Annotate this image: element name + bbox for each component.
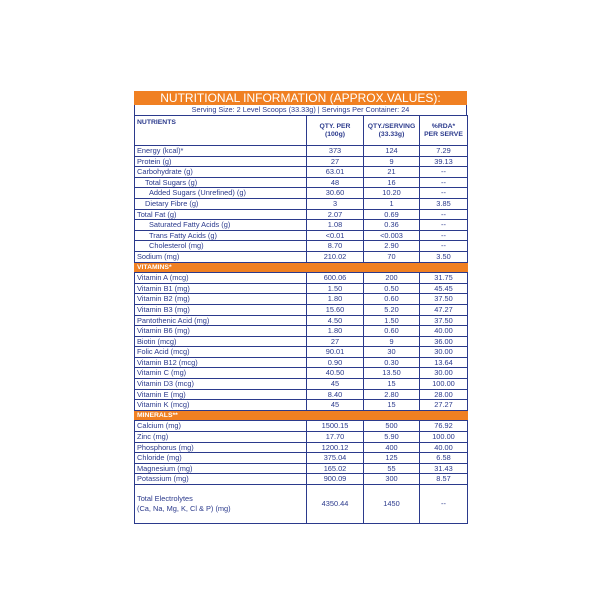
qty-per-100g: 375.04 [307,453,364,464]
nutrient-name: Total Sugars (g) [135,177,307,188]
vitamins-section-header [135,262,468,273]
header-per100-line1: QTY. PER [319,122,351,130]
nutrient-name: Vitamin A (mcg) [135,273,307,284]
rda-per-serve: 13.64 [420,357,468,368]
rda-per-serve: 6.58 [420,453,468,464]
nutrient-name: Added Sugars (Unrefined) (g) [135,188,307,199]
qty-per-serving: 0.36 [364,220,420,231]
qty-per-100g: 45 [307,379,364,390]
qty-per-serving: 500 [364,421,420,432]
qty-per-serving: 2.80 [364,389,420,400]
qty-per-serving: 13.50 [364,368,420,379]
table-row [135,188,468,199]
qty-per-serving: 2.90 [364,241,420,252]
nutrient-name: Vitamin B3 (mg) [135,304,307,315]
qty-per-100g: 8.70 [307,241,364,252]
rda-per-serve: -- [420,209,468,220]
qty-per-100g: 3 [307,198,364,209]
rda-per-serve: 39.13 [420,156,468,167]
qty-per-100g: 165.02 [307,463,364,474]
qty-per-serving: 0.69 [364,209,420,220]
qty-per-100g: 0.90 [307,357,364,368]
qty-per-serving: 125 [364,453,420,464]
nutrient-name: Folic Acid (mcg) [135,347,307,358]
nutrient-name: Calcium (mg) [135,421,307,432]
qty-per-serving: 300 [364,474,420,485]
header-serving-line2: (33.33g) [378,130,405,138]
qty-per-100g: 30.60 [307,188,364,199]
electrolytes-line1: Total Electrolytes [137,494,193,503]
table-row [135,283,468,294]
table-row [135,198,468,209]
rda-per-serve: 76.92 [420,421,468,432]
rda-per-serve: 37.50 [420,315,468,326]
rda-per-serve: 27.27 [420,400,468,411]
nutrient-name: Saturated Fatty Acids (g) [135,220,307,231]
rda-per-serve: 7.29 [420,146,468,157]
nutrition-table [134,115,468,524]
rda-per-serve: 31.43 [420,463,468,474]
qty-per-100g: 8.40 [307,389,364,400]
rda-per-serve: 47.27 [420,304,468,315]
nutrient-name: Cholesterol (mg) [135,241,307,252]
table-row [135,357,468,368]
table-row [135,368,468,379]
qty-per-serving: 9 [364,156,420,167]
table-row [135,421,468,432]
rda-per-serve: 3.85 [420,198,468,209]
qty-per-serving: 9 [364,336,420,347]
table-body [135,146,468,524]
qty-per-serving: 0.60 [364,294,420,305]
qty-per-100g: 1500.15 [307,421,364,432]
qty-per-100g: 90.01 [307,347,364,358]
rda-per-serve: -- [420,177,468,188]
nutrient-name: Vitamin B6 (mg) [135,326,307,337]
table-row [135,347,468,358]
header-rda-line2: PER SERVE [424,130,463,138]
nutrient-name: Sodium (mg) [135,251,307,262]
nutrient-name: Trans Fatty Acids (g) [135,230,307,241]
nutrient-name: Biotin (mcg) [135,336,307,347]
qty-per-100g: 900.09 [307,474,364,485]
qty-per-100g: 48 [307,177,364,188]
qty-per-serving: 0.50 [364,283,420,294]
serving-info: Serving Size: 2 Level Scoops (33.33g) | Servings Per Container: 24 [134,105,467,115]
rda-per-serve: 30.00 [420,368,468,379]
qty-per-serving: 5.20 [364,304,420,315]
table-row [135,230,468,241]
qty-per-100g: 4.50 [307,315,364,326]
qty-per-serving: 124 [364,146,420,157]
nutrient-name: Pantothenic Acid (mg) [135,315,307,326]
table-row [135,146,468,157]
table-row [135,474,468,485]
table-row [135,326,468,337]
nutrient-name: Potassium (mg) [135,474,307,485]
header-per100-line2: (100g) [324,130,346,138]
qty-per-100g: 2.07 [307,209,364,220]
qty-per-serving: 70 [364,251,420,262]
qty-per-100g: 27 [307,336,364,347]
nutrient-name: Zinc (mg) [135,432,307,443]
qty-per-100g: 45 [307,400,364,411]
minerals-section-header-label: MINERALS** [135,410,468,421]
rda-per-serve: 3.50 [420,251,468,262]
nutrient-name: Total Fat (g) [135,209,307,220]
qty-per-serving: 15 [364,400,420,411]
rda-per-serve: 28.00 [420,389,468,400]
qty-per-100g: 63.01 [307,167,364,178]
nutrient-name: Carbohydrate (g) [135,167,307,178]
nutrient-name: Vitamin C (mg) [135,368,307,379]
rda-per-serve: -- [420,188,468,199]
nutrient-name: Dietary Fibre (g) [135,198,307,209]
table-row [135,209,468,220]
header-per-100g [307,116,364,146]
rda-per-serve: 37.50 [420,294,468,305]
qty-per-serving: 10.20 [364,188,420,199]
qty-per-serving: 0.30 [364,357,420,368]
qty-per-serving: 0.60 [364,326,420,337]
nutrient-name: Protein (g) [135,156,307,167]
qty-per-serving: 16 [364,177,420,188]
qty-per-serving: <0.003 [364,230,420,241]
rda-per-serve: 40.00 [420,326,468,337]
table-row [135,220,468,231]
header-per-serving [364,116,420,146]
qty-per-100g: 4350.44 [307,485,364,524]
table-row [135,379,468,390]
table-row [135,442,468,453]
nutrient-name: Vitamin B1 (mg) [135,283,307,294]
qty-per-serving: 5.90 [364,432,420,443]
header-nutrients: NUTRIENTS [135,116,307,146]
qty-per-serving: 21 [364,167,420,178]
nutrient-name [135,485,307,524]
table-row [135,432,468,443]
table-row [135,463,468,474]
header-rda-line1: %RDA* [431,122,456,130]
rda-per-serve: -- [420,220,468,231]
rda-per-serve: 8.57 [420,474,468,485]
nutrient-name: Phosphorus (mg) [135,442,307,453]
rda-per-serve: 100.00 [420,379,468,390]
qty-per-serving: 200 [364,273,420,284]
qty-per-serving: 30 [364,347,420,358]
qty-per-serving: 1450 [364,485,420,524]
table-row [135,167,468,178]
table-row [135,400,468,411]
nutrient-name: Vitamin D3 (mcg) [135,379,307,390]
qty-per-serving: 1.50 [364,315,420,326]
minerals-section-header [135,410,468,421]
qty-per-100g: 1.08 [307,220,364,231]
qty-per-serving: 15 [364,379,420,390]
rda-per-serve: -- [420,230,468,241]
nutrient-name: Chloride (mg) [135,453,307,464]
table-row [135,453,468,464]
qty-per-serving: 55 [364,463,420,474]
nutrient-name: Magnesium (mg) [135,463,307,474]
rda-per-serve: 30.00 [420,347,468,358]
nutrient-name: Vitamin E (mg) [135,389,307,400]
table-row [135,315,468,326]
qty-per-100g: <0.01 [307,230,364,241]
table-row-electrolytes [135,485,468,524]
qty-per-100g: 1.80 [307,326,364,337]
header-rda [420,116,468,146]
qty-per-serving: 1 [364,198,420,209]
qty-per-100g: 1.50 [307,283,364,294]
table-row [135,251,468,262]
table-row [135,304,468,315]
rda-per-serve: -- [420,241,468,252]
electrolytes-line2: (Ca, Na, Mg, K, Cl & P) (mg) [137,504,231,513]
rda-per-serve: -- [420,167,468,178]
rda-per-serve: 31.75 [420,273,468,284]
nutrient-name: Vitamin B2 (mg) [135,294,307,305]
qty-per-100g: 210.02 [307,251,364,262]
qty-per-100g: 17.70 [307,432,364,443]
table-row [135,294,468,305]
table-row [135,336,468,347]
header-row [135,116,468,146]
table-row [135,273,468,284]
rda-per-serve: 45.45 [420,283,468,294]
nutrition-panel [134,91,467,524]
nutrient-name: Vitamin B12 (mcg) [135,357,307,368]
panel-title: NUTRITIONAL INFORMATION (APPROX.VALUES): [134,91,467,105]
qty-per-100g: 1200.12 [307,442,364,453]
rda-per-serve: 40.00 [420,442,468,453]
table-row [135,177,468,188]
qty-per-100g: 15.60 [307,304,364,315]
qty-per-100g: 373 [307,146,364,157]
rda-per-serve: -- [420,485,468,524]
qty-per-100g: 40.50 [307,368,364,379]
nutrient-name: Vitamin K (mcg) [135,400,307,411]
header-serving-line1: QTY./SERVING [367,122,416,130]
rda-per-serve: 100.00 [420,432,468,443]
table-row [135,389,468,400]
table-row [135,156,468,167]
qty-per-100g: 27 [307,156,364,167]
qty-per-100g: 600.06 [307,273,364,284]
qty-per-serving: 400 [364,442,420,453]
nutrient-name: Energy (kcal)* [135,146,307,157]
qty-per-100g: 1.80 [307,294,364,305]
vitamins-section-header-label: VITAMINS* [135,262,468,273]
rda-per-serve: 36.00 [420,336,468,347]
table-row [135,241,468,252]
